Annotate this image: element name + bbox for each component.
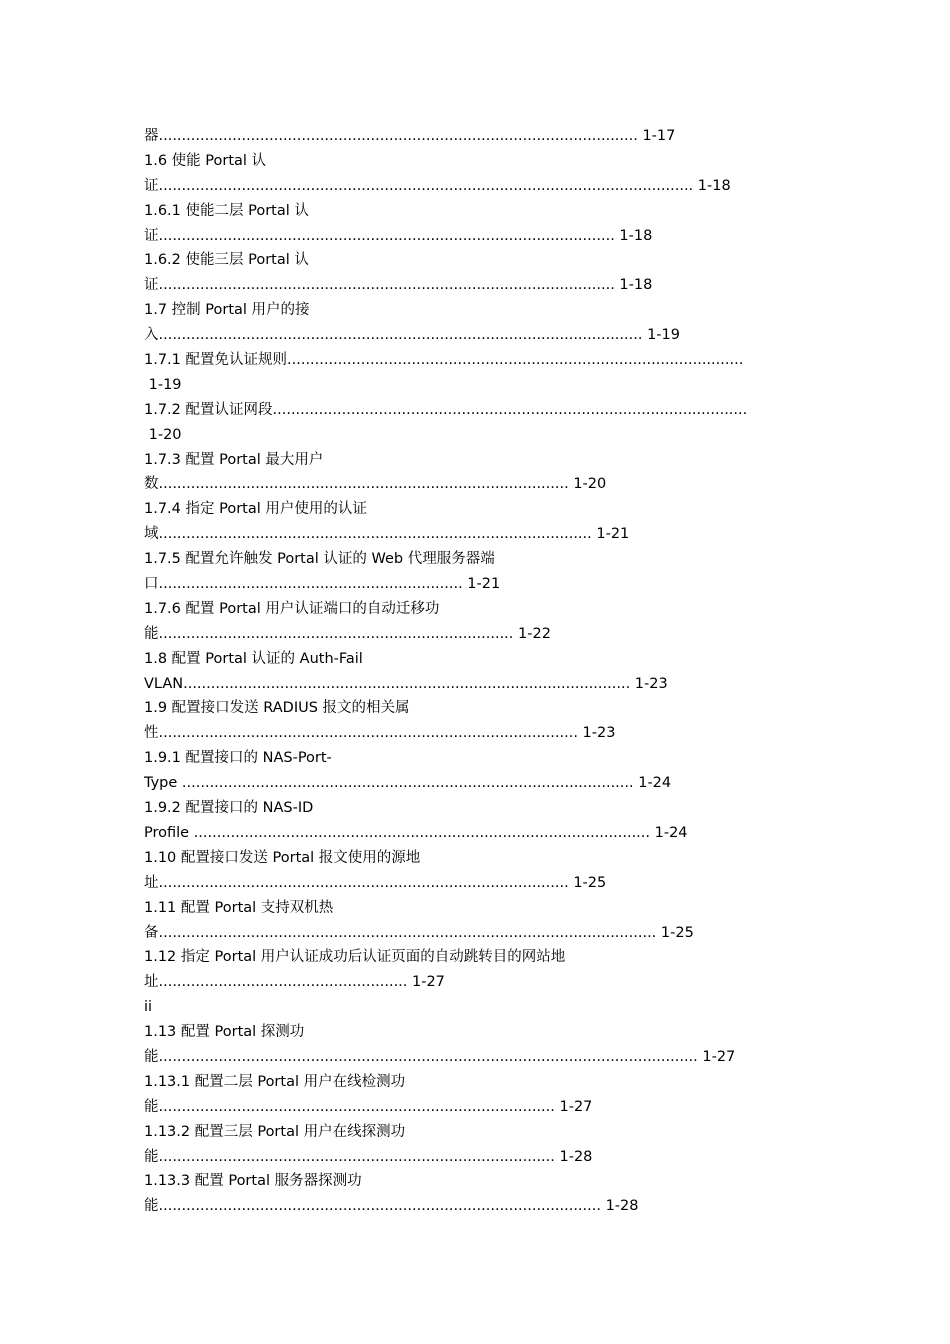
toc-line: 能............................................................................. 1-22 [144,625,551,642]
toc-line: 1.10 配置接口发送 Portal 报文使用的源地 [144,849,421,866]
toc-line: 1.11 配置 Portal 支持双机热 [144,899,334,916]
toc-line: 1.6.1 使能二层 Portal 认 [144,202,309,219]
table-of-contents [144,124,824,1219]
toc-line: 1.6.2 使能三层 Portal 认 [144,252,309,269]
toc-line: 能..................................................................................................................... 1-27 [144,1048,736,1065]
toc-line: 1.7.6 配置 Portal 用户认证端口的自动迁移功 [144,600,440,617]
toc-line: 1.9.2 配置接口的 NAS-ID [144,800,314,817]
toc-line: 1-20 [144,426,182,443]
toc-line: 证................................................................................................... 1-18 [144,227,653,244]
toc-line: 1.7 控制 Portal 用户的接 [144,302,310,319]
toc-line: 1.7.2 配置认证网段....................................................................................................... [144,401,748,418]
toc-line: 1.13 配置 Portal 探测功 [144,1024,305,1041]
toc-line: 能...................................................................................... 1-27 [144,1098,593,1115]
toc-line: Profile ................................................................................................... 1-24 [144,824,688,841]
toc-line: 能................................................................................................ 1-28 [144,1198,639,1215]
toc-line: 1-19 [144,376,182,393]
toc-line: 1.13.1 配置二层 Portal 用户在线检测功 [144,1073,406,1090]
toc-line: 1.8 配置 Portal 认证的 Auth-Fail [144,650,363,667]
toc-line: 1.6 使能 Portal 认 [144,152,267,169]
toc-line: 备............................................................................................................ 1-25 [144,924,694,941]
toc-line: 器........................................................................................................ 1-17 [144,128,676,144]
toc-line: 能...................................................................................... 1-28 [144,1148,593,1165]
toc-line: 1.13.2 配置三层 Portal 用户在线探测功 [144,1123,406,1140]
toc-line: 证.................................................................................................................... 1-18 [144,177,731,194]
toc-line: 1.7.3 配置 Portal 最大用户 [144,451,324,468]
toc-line: 址...................................................... 1-27 [144,974,445,991]
toc-line: ii [144,999,153,1016]
toc-line: 1.7.4 指定 Portal 用户使用的认证 [144,501,367,518]
toc-line: 性........................................................................................... 1-23 [144,725,616,742]
toc-line: Type .................................................................................................. 1-24 [144,775,672,792]
toc-line: 口.................................................................. 1-21 [144,576,501,593]
toc-line: 1.13.3 配置 Portal 服务器探测功 [144,1173,362,1190]
toc-line: 证................................................................................................... 1-18 [144,277,653,294]
toc-line: VLAN................................................................................................. 1-23 [144,675,668,692]
toc-line: 1.7.5 配置允许触发 Portal 认证的 Web 代理服务器端 [144,551,495,568]
toc-line: 域.............................................................................................. 1-21 [144,526,630,543]
toc-line: 1.12 指定 Portal 用户认证成功后认证页面的自动跳转目的网站地 [144,949,566,966]
toc-line: 址......................................................................................... 1-25 [144,874,607,891]
toc-line: 1.7.1 配置免认证规则................................................................................................... [144,352,744,369]
toc-line: 入......................................................................................................... 1-19 [144,327,680,344]
toc-line: 数......................................................................................... 1-20 [144,476,607,493]
toc-line: 1.9.1 配置接口的 NAS-Port- [144,750,332,767]
toc-line: 1.9 配置接口发送 RADIUS 报文的相关属 [144,700,410,717]
